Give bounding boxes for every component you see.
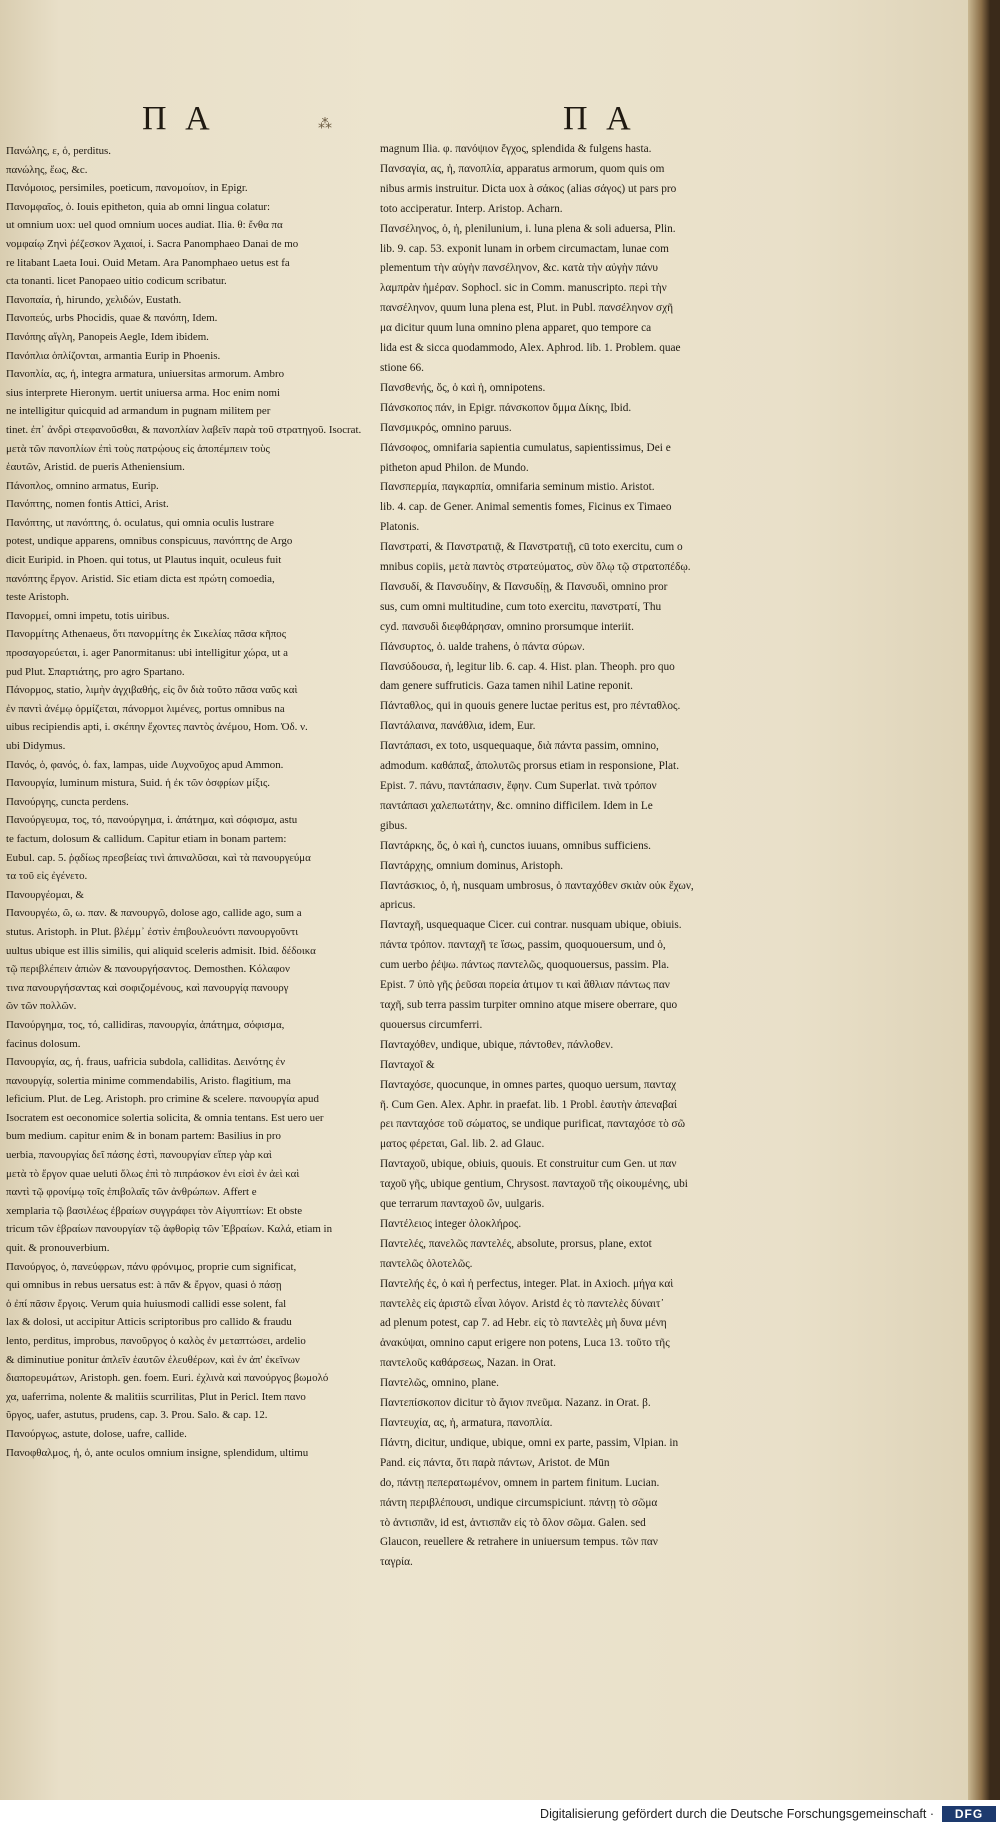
text-line: Πανορμίτης Athenaeus, ὅτι πανορμίτης ἐκ Σικελίας πᾶσα κῆπος [6,628,287,641]
text-line: διαπορευμάτων, Aristoph. gen. foem. Euri. ἐχλινὰ καὶ πανούργος βωμολό [6,1372,329,1385]
text-line: Πανταχόσε, quocunque, in omnes partes, quoquo uersum, πανταχ [380,1078,677,1091]
text-line: pitheton apud Philon. de Mundo. [380,461,529,474]
text-line: Πάνσυρτος, ὁ. ualde trahens, ὁ πάντα σύρων. [380,640,585,653]
text-line: Πανούργημα, τος, τό, callidiras, πανουργία, ἀπάτημα, σόφισμα, [6,1018,285,1031]
text-line: Πανσθενής, ὅς, ὁ καὶ ἡ, omnipotens. [380,381,546,394]
text-line: Πανοπεύς, urbs Phocidis, quae & πανόπη, Idem. [6,312,218,325]
text-line: Πανταχοῖ & [380,1058,435,1071]
text-line: Πανσαγία, ας, ἡ, πανοπλία, apparatus armorum, quom quis om [380,162,665,175]
text-line: Παντευχία, ας, ἡ, armatura, πανοπλία. [380,1417,553,1429]
text-line: Πανσυδί, & Πανσυδίην, & Πανσυδίῃ, & Πανσυδὶ, omnino pror [380,580,668,593]
text-line: παντὶ τῷ φρονίμῳ τοῖς ἐπιβολαῖς τῶν ἀνθρώπων. Affert e [6,1186,257,1199]
text-line: παντελῶς ὁλοτελῶς. [380,1257,473,1270]
text-line: leficium. Plut. de Leg. Aristoph. pro crimine & scelere. πανουργία apud [6,1093,319,1106]
text-line: Πάνταθλος, qui in quouis genere luctae peritus est, pro πένταθλος. [380,700,681,713]
text-line: Πανώλης, ε, ὁ, perditus. [6,145,112,157]
text-line: ρει πανταχόσε τοῦ σώματος, se undique purificat, πανταχόσε τὸ σῶ [380,1118,686,1131]
text-line: toto acciperatur. Interp. Aristop. Acharn. [380,202,563,215]
text-line: tinet. ἐπ᾽ ἀνδρὶ στεφανοῦσθαι, & πανοπλίαν λαβεῖν παρὰ τοῦ στρατηγοῦ. Isocrat. [6,423,362,436]
text-line: μα dicitur quum luna omnino plena apparet, quo tempore ca [380,322,652,335]
text-line: dicit Euripid. in Phoen. qui totus, ut Plautus inquit, oculeus fuit [6,554,282,567]
text-line: ῦργος, uafer, astutus, prudens, cap. 3. Prou. Salo. & cap. 12. [6,1409,268,1422]
text-line: Πανουργία, luminum mistura, Suid. ἡ ἐκ τῶν ὀσφρίων μίξις. [6,777,271,790]
text-line: Παντάσκιος, ὁ, ἡ, nusquam umbrosus, ὁ πανταχόθεν σκιὰν οὐκ ἔχων, [380,879,694,892]
text-line: Eubul. cap. 5. ῥᾳδίως πρεσβείας τινὶ ἀπιναλῦσαι, καὶ τὰ πανουργεύμα [6,851,311,864]
text-line: Πανσύδουσα, ἡ, legitur lib. 6. cap. 4. Hist. plan. Theoph. pro quo [380,660,675,673]
text-line: lib. 4. cap. de Gener. Animal sementis fomes, Ficinus ex Timaeo [380,501,672,514]
text-line: Epist. 7. πάνυ, παντάπασιν, ἔφην. Cum Superlat. τινὰ τρόπον [380,780,657,792]
text-line: lida est & sicca quodammodo, Alex. Aphrod. lib. 1. Problem. quae [380,342,681,355]
text-line: plementum τὴν αὐγὴν πανσέληνον, &c. κατὰ τὴν αὐγὴν πάνυ [380,262,659,275]
text-line: Πανουργία, ας, ἡ. fraus, uafricia subdola, calliditas. Δεινότης ἐν [6,1056,286,1069]
text-line: te factum, dolosum & callidum. Capitur etiam in bonam partem: [6,832,287,845]
text-line: magnum Ilia. φ. πανόψιον ἔγχος, splendida & fulgens hasta. [380,143,652,155]
text-line: Πανταχοῦ, ubique, obiuis, quouis. Et construitur cum Gen. ut παν [380,1158,677,1171]
text-line: χα, uaferrima, nolente & malitiis scurrilitas, Plut in Pericl. Item πανο [6,1390,306,1403]
text-line: uerbia, πανουργίας δεῖ πάσης ἐστὶ, πανουργίαν εἴπερ γὰρ καὶ [6,1149,272,1162]
text-line: stione 66. [380,361,424,374]
text-line: Πανόπης αἴγλη, Panopeis Aegle, Idem ibidem. [6,330,209,343]
text-line: pud Plut. Σπαρτιάτης, pro agro Spartano. [6,665,185,678]
text-line: lax & dolosi, ut accipitur Atticis scriptoribus pro callido & fraudu [6,1316,292,1329]
text-line: τῷ περιβλέπειν ἀπιὼν & πανουργήσαντος. Demosthen. Κόλαφον [6,963,290,976]
text-line: admodum. καθάπαξ, ἀπολυτῶς prorsus etiam in responsione, Plat. [380,760,680,773]
text-line: Glaucon, reuellere & retrahere in uniuersum tempus. τῶν παν [380,1536,658,1549]
text-line: ματος φέρεται, Gal. lib. 2. ad Glauc. [380,1138,545,1151]
text-line: Παντάλαινα, πανάθλια, idem, Eur. [380,720,536,733]
text-line: παντελὲς εἰς ἀριστῶ εἶναι λόγον. Aristd ἐς τὸ παντελὲς δύναιτ᾽ [380,1297,665,1310]
text-line: ad plenum potest, cap 7. ad Hebr. εἰς τὸ παντελὲς μὴ δυνα μένη [380,1317,667,1330]
text-line: Πανσμικρός, omnino paruus. [380,421,512,434]
text-line: ne intelligitur quicquid ad armandum in pugnam militem per [6,405,271,418]
text-line: Παντελῶς, omnino, plane. [380,1377,499,1390]
text-line: παντάπασι χαλεπωτάτην, &c. omnino difficilem. Idem in Le [380,799,653,812]
running-head-right: Π Α [563,100,637,137]
text-line: Πανομφαῖος, ὁ. Iouis epitheton, quia ab omni lingua colatur: [6,200,271,213]
text-line: Παντεπίσκοπον dicitur τὸ ἅγιον πνεῦμα. Nazanz. in Orat. β. [380,1397,651,1410]
text-line: τὸ ἀντισπᾶν, id est, ἀντισπᾶν εἰς τὸ ὅλον σῶμα. Galen. sed [380,1516,646,1529]
text-line: πανώλης, ἕως, &c. [6,163,88,176]
text-line: quit. & pronouverbium. [6,1242,110,1255]
text-line: Παντάπασι, ex toto, usquequaque, διὰ πάντα passim, omnino, [380,740,659,753]
text-line: ut omnium uox: uel quod omnium uoces audiat. Ilia. θ: ἔνθα πα [6,219,283,232]
text-line: lib. 9. cap. 53. exponit lunam in orbem circumactam, lunae com [380,242,669,255]
text-line: Πανταχῆ, usquequaque Cicer. cui contrar. nusquam ubique, obiuis. [380,919,682,932]
text-line: stutus. Aristoph. in Plut. βλέμμ᾽ ἐστὶν ἐπιβουλευόντι πανουργοῦντι [6,925,299,938]
text-line: Πανούργως, astute, dolose, uafre, callide. [6,1427,187,1440]
text-line: Πανόπτης, ut πανόπτης, ὁ. oculatus, qui omnia oculis lustrare [6,516,274,529]
text-line: Πανσέληνος, ὁ, ἡ, plenilunium, i. luna plena & soli aduersa, Plin. [380,222,676,235]
text-line: cta tonanti. licet Panopaeo uitio codicum scribatur. [6,275,227,288]
text-line: qui omnibus in rebus uersatus est: à πᾶν & ἔργον, quasi ὁ πάσῃ [6,1279,282,1292]
text-line: Παντελής ἐς, ὁ καὶ ἡ perfectus, integer. Plat. in Axioch. μήγα καὶ [380,1277,674,1290]
right-column [380,140,800,1573]
text-line: bum medium. capitur enim & in bonam partem: Basilius in pro [6,1130,281,1143]
text-line: ῶν τῶν πολλῶν. [6,1000,77,1013]
text-line: Πανοπλία, ας, ἡ, integra armatura, uniuersitas armorum. Ambro [6,368,285,381]
text-line: Πανστρατί, & Πανστρατιᾷ, & Πανστρατιῇ, cū toto exercitu, cum o [380,541,683,554]
ornament-mark: ⁂ [318,117,332,132]
text-line: Πανταχόθεν, undique, ubique, πάντοθεν, πάνλοθεν. [380,1038,614,1051]
text-line: sius interprete Hieronym. uertit uniuersa arma. Hoc enim nomi [6,386,281,399]
text-line: Isocratem est oeconomice solertia solicita, & omnia tentans. Est uero uer [6,1111,324,1124]
text-line: Πανούργευμα, τος, τό, πανούργημα, i. ἀπάτημα, καὶ σόφισμα, astu [6,814,298,827]
text-line: re litabant Laeta Ioui. Ouid Metam. Ara Panomphaeo uetus est fa [6,256,290,269]
text-line: νομφαίῳ Ζηνὶ ῥέζεσκον Ἀχαιοί, i. Sacra Panomphaeo Danai de mo [6,237,299,250]
text-line: ἑαυτῶν, Aristid. de pueris Atheniensium. [6,461,185,474]
text-line: παντελοῦς καθάρσεως, Nazan. in Orat. [380,1357,556,1370]
text-line: Πάνορμος, statio, λιμὴν ἀγχιβαθής, εἰς ὃν διὰ τοῦτο πᾶσα ναῦς καὶ [6,684,298,697]
text-line: ταχοῦ γῆς, ubique gentium, Chrysost. πανταχοῦ τῆς οἰκουμένης, ubi [380,1178,688,1191]
text-line: ὁ ἐπί πᾶσιν ἔργοις. Verum quia huiusmodi callidi esse solent, fal [6,1297,287,1310]
text-line: do, πάντῃ πεπερατωμένον, omnem in partem finitum. Lucian. [380,1476,660,1489]
text-line: gibus. [380,819,408,832]
text-line: apricus. [380,899,416,912]
text-line: Πανοφθαλμος, ἡ, ὁ, ante oculos omnium insigne, splendidum, ultimu [6,1446,309,1459]
text-line: πάντα τρόπον. πανταχῆ τε ἴσως, passim, quoquouersum, und ὁ, [380,939,666,952]
text-line: ῆ. Cum Gen. Alex. Aphr. in praefat. lib. 1 Probl. ἑαυτὴν ἀπεναβαί [380,1098,677,1111]
text-line: ἐν παντὶ ἀνέμῳ ὁρμίζεται, πάνορμοι λιμένες, portus omnibus na [6,702,285,715]
text-line: nibus armis instruitur. Dicta uox à σάκος (alias σάγος) ut pars pro [380,182,677,195]
text-line: facinus dolosum. [6,1037,81,1050]
text-line: Πανόπλια ὁπλίζονται, armantia Eurip in Phoenis. [6,349,221,362]
text-line: & diminutiue ponitur ἀπλεῖν ἑαυτῶν ἐλευθέρων, καὶ ἐν ἀπ' ἐκεῖνων [6,1353,300,1366]
text-line: Epist. 7 ὑπὸ γῆς ῥεῦσαι πορεία ἀτιμον τι καὶ ἄθλιαν πάντως παν [380,979,670,992]
text-line: πανουργίᾳ, solertia minime commendabilis, Aristo. flagitium, ma [6,1074,291,1087]
text-line: Πανουργέω, ῶ, ω. παν. & πανουργῶ, dolose ago, callide ago, sum a [6,907,302,920]
running-head-left: Π Α [142,100,216,137]
text-line: Πανούργος, ὁ, πανεύφρων, πάνυ φρόνιμος, proprie cum significat, [6,1260,297,1273]
text-line: Πάνσκοπος πάν, in Epigr. πάνσκοπον ὄμμα Δίκης, Ibid. [380,401,632,414]
text-line: tricum τῶν ἑβραίων πανουργίαν τῷ ἀφθορὶᾳ τῶν Ἑβραίων. Καλά, etiam in [6,1223,333,1236]
text-line: ταγρία. [380,1556,413,1569]
text-line: Πανουργέομαι, & [6,888,84,901]
text-line: Πανόμοιος, persimiles, poeticum, πανομοίιον, in Epigr. [6,182,248,195]
text-line: uibus recipiendis apti, i. σκέπην ἔχοντες παντὸς ἀνέμου, Hom. Ὀδ. ν. [6,721,308,734]
footer-bar [0,1800,1000,1827]
text-line: μετὰ τὸ ἔργον quae ueluti ὅλως ἐπὶ τὸ πιπράσκον ἐνι εἰσὶ ἐν ἀεὶ καὶ [6,1167,300,1180]
text-line: sus, cum omni multitudine, cum toto exercitu, πανστρατί, Thu [380,600,662,613]
text-line: Πάντη, dicitur, undique, ubique, omni ex parte, passim, Vlpian. in [380,1436,679,1449]
text-line: Παντάρκης, ὅς, ὁ καὶ ἡ, cunctos iuuans, omnibus sufficiens. [380,839,651,852]
left-column [6,142,368,1462]
text-line: que terrarum πανταχοῦ ὤν, uulgaris. [380,1198,545,1211]
text-line: λαμπρὰν ἡμέραν. Sophocl. sic in Comm. manuscripto. περὶ τὴν [380,282,667,295]
text-line: ταχῆ, sub terra passim turpiter omnino atque misere oberrare, quo [380,998,678,1011]
text-line: uultus ubique est illis similis, qui aliquid sceleris admisit. Ibid. δέδοικα [6,944,316,957]
text-line: ἀνακύψαι, omnino caput erigere non potens, Luca 13. τοῦτο τῆς [380,1337,670,1350]
footer-credit: Digitalisierung gefördert durch die Deutsche Forschungsgemeinschaft · [540,1806,934,1821]
text-line: μετὰ τῶν πανοπλίων ἐπὶ τοὺς πατρῴους εἰς ἀποπέμπειν τοὺς [6,442,270,455]
text-line: Πανός, ὁ, φανός, ὁ. fax, lampas, uide Λυχνοῦχος apud Ammon. [6,758,284,771]
text-line: προσαγορεύεται, i. ager Panormitanus: ubi intelligitur χώρα, ut a [6,647,288,660]
text-line: πανόπτης ἔργον. Aristid. Sic etiam dicta est πρώτη comoedia, [6,572,275,585]
text-line: Πανορμεί, omni impetu, totis uiribus. [6,609,170,622]
page-edge [968,0,990,1800]
text-line: Πάνοπλος, omnino armatus, Eurip. [6,479,159,492]
text-line: quouersus circumferri. [380,1018,483,1031]
text-line: Παντάρχης, omnium dominus, Aristoph. [380,859,564,872]
text-line: Platonis. [380,521,420,534]
text-line: Πανοπαία, ἡ, hirundo, χελιδών, Eustath. [6,293,182,306]
text-line: Πανόπτης, nomen fontis Attici, Arist. [6,498,169,511]
text-line: mnibus copiis, μετὰ παντὸς στρατεύματος, σὺν ὅλῳ τῷ στρατοπέδῳ. [380,561,691,574]
text-line: Πανούργης, cuncta perdens. [6,795,129,808]
text-line: Pand. εἰς πάντα, ὅτι παρὰ πάντων, Aristot. de Mūn [380,1456,610,1469]
text-line: teste Aristoph. [6,591,69,604]
text-line: τινα πανουργήσαντας καὶ σοφιζομένους, καὶ πανουργίᾳ πανουργ [6,981,289,994]
text-line: xemplaria τῷ βασιλέως ἐβραίων συγγράφει τὸν Αἰγυπτίων: Et obste [6,1204,303,1217]
text-line: cyd. πανσυδὶ διεφθάρησαν, omnino prorsumque interiit. [380,620,634,633]
text-line: πανσέληνον, quum luna plena est, Plut. in Publ. πανσέληνον σχῆ [380,302,674,315]
text-line: ubi Didymus. [6,740,66,752]
text-line: Πανσπερμία, παγκαρπία, omnifaria seminum mistio. Aristot. [380,481,655,494]
text-line: potest, undique apparens, omnibus conspicuus, πανόπτης de Argo [6,535,293,548]
dfg-logo-icon: DFG [942,1806,996,1822]
text-line: Παντελές, πανελῶς παντελές, absolute, prorsus, plane, extot [380,1237,652,1250]
text-line: πάντη περιβλέπουσι, undique circumspiciunt. πάντῃ τὸ σῶμα [380,1496,658,1509]
text-line: dam genere suffruticis. Gaza tamen nihil Latine reponit. [380,680,633,693]
text-line: Παντέλειος integer ὁλοκλήρος. [380,1217,522,1230]
text-line: Πάνσοφος, omnifaria sapientia cumulatus, sapientissimus, Dei e [380,441,671,454]
text-line: τα τοῦ εἰς ἐγένετο. [6,870,88,883]
text-line: lento, perditus, improbus, πανοῦργος ὁ καλὸς ἐν μεταπτώσει, ardelio [6,1335,306,1347]
text-line: cum uerbo ῥέψω. πάντως παντελῶς, quoquouersus, passim. Pla. [380,959,670,972]
